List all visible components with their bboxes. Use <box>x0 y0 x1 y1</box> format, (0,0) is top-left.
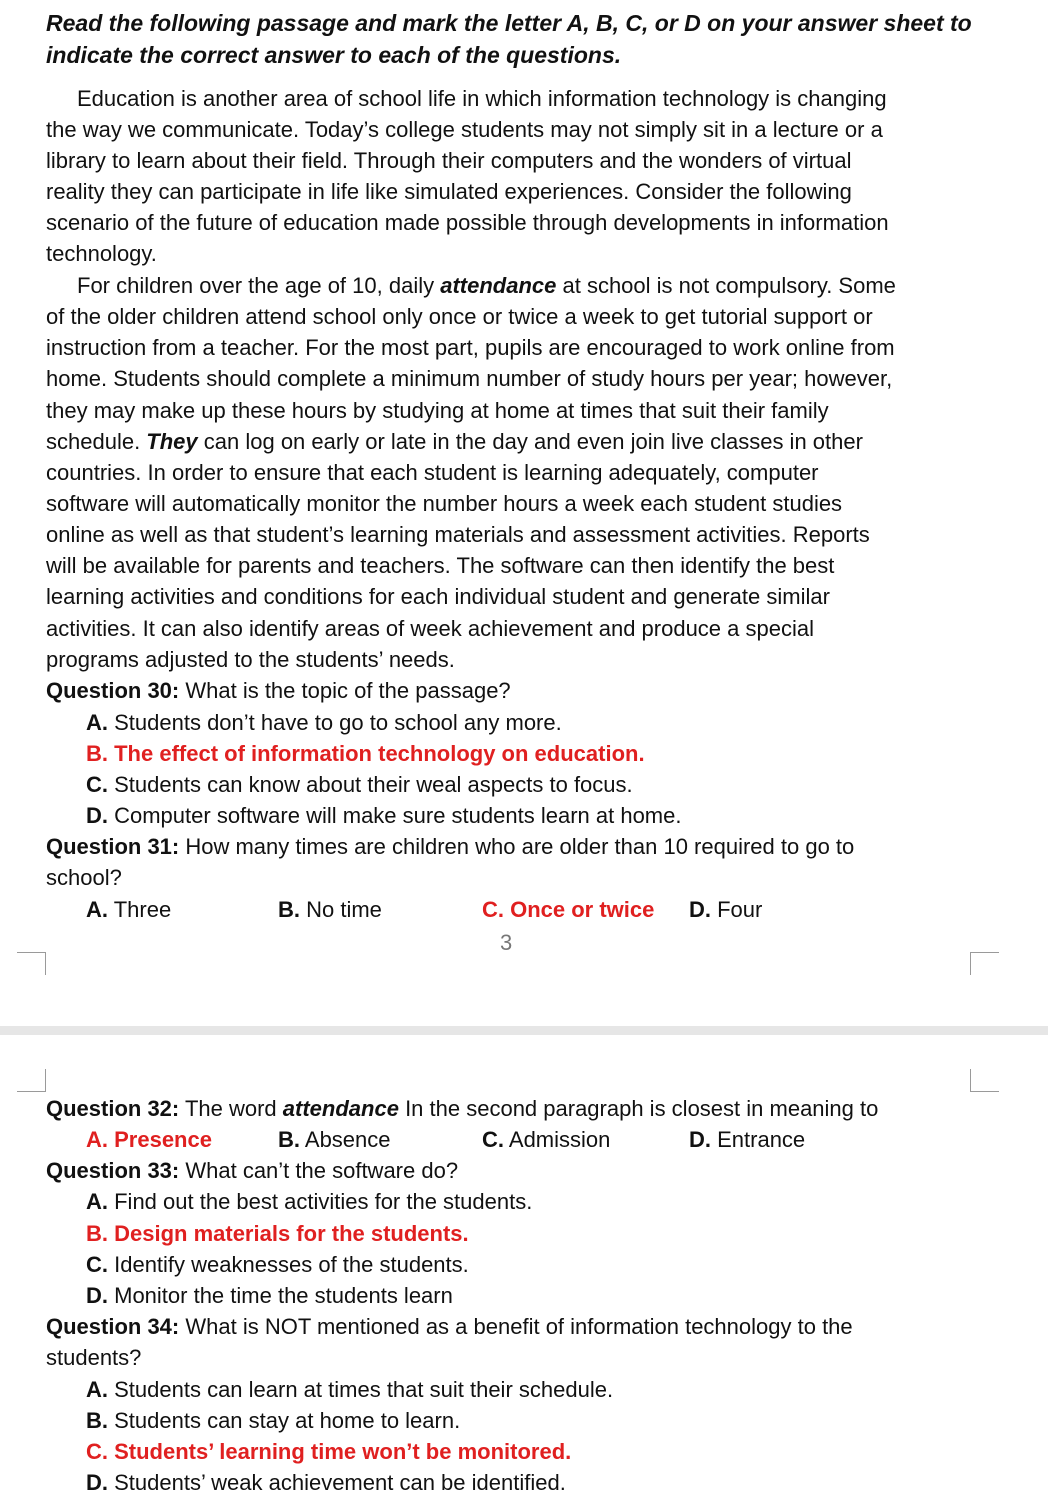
option-text: Students’ weak achievement can be identified. <box>108 1470 566 1495</box>
option-text: Absence <box>300 1127 391 1152</box>
option-text: Find out the best activities for the students. <box>108 1189 533 1214</box>
option-text: Three <box>108 897 172 922</box>
option-letter: A. <box>86 1189 108 1214</box>
option-c[interactable] <box>86 1249 469 1280</box>
highlighted-word-attendance: attendance <box>282 1096 399 1121</box>
option-text: Students don’t have to go to school any more. <box>108 710 562 735</box>
passage-line: software will automatically monitor the number hours a week each student studies <box>46 491 843 516</box>
option-letter: C. <box>482 897 504 922</box>
page-corner-mark <box>970 1069 999 1092</box>
question-text: In the second paragraph is closest in meaning to <box>398 1096 879 1121</box>
passage-line: online as well as that student’s learning materials and assessment activities. Reports <box>46 522 870 547</box>
question-label: Question 31: <box>46 834 180 859</box>
question-34 <box>46 1311 853 1342</box>
question-text-continued: students? <box>46 1345 142 1370</box>
option-letter: A. <box>86 1127 108 1152</box>
option-letter: D. <box>689 1127 711 1152</box>
question-text: What is NOT mentioned as a benefit of information technology to the <box>179 1314 853 1339</box>
highlighted-word-they: They <box>146 429 198 454</box>
option-letter: D. <box>689 897 711 922</box>
option-b-answer[interactable] <box>86 1218 469 1249</box>
option-text: Admission <box>504 1127 611 1152</box>
option-a-answer[interactable] <box>86 1124 212 1155</box>
option-text: The effect of information technology on education. <box>108 741 645 766</box>
option-d[interactable] <box>86 800 681 831</box>
option-text: Once or twice <box>504 897 655 922</box>
passage-line: the way we communicate. Today’s college students may not simply sit in a lecture or a <box>46 117 883 142</box>
passage-text: For children over the age of 10, daily <box>77 273 441 298</box>
option-letter: B. <box>86 741 108 766</box>
passage-line: home. Students should complete a minimum number of study hours per year; however, <box>46 366 893 391</box>
option-c[interactable] <box>482 1124 610 1155</box>
page-corner-mark <box>970 952 999 975</box>
passage-text: at school is not compulsory. Some <box>556 273 896 298</box>
passage-line: programs adjusted to the students’ needs. <box>46 647 455 672</box>
option-text: Design materials for the students. <box>108 1221 469 1246</box>
option-text: Computer software will make sure students learn at home. <box>108 803 682 828</box>
question-31 <box>46 831 854 862</box>
option-letter: D. <box>86 1470 108 1495</box>
passage-text: can log on early or late in the day and even join live classes in other <box>197 429 863 454</box>
passage-line: Education is another area of school life in which information technology is changing <box>77 86 887 111</box>
passage-text: schedule. <box>46 429 147 454</box>
passage-line: scenario of the future of education made possible through developments in information <box>46 210 889 235</box>
passage-line: will be available for parents and teachers. The software can then identify the best <box>46 553 835 578</box>
passage-line: countries. In order to ensure that each student is learning adequately, computer <box>46 460 819 485</box>
option-text: Students’ learning time won’t be monitored. <box>108 1439 572 1464</box>
option-text: Presence <box>108 1127 212 1152</box>
option-c-answer[interactable] <box>86 1436 571 1467</box>
option-c[interactable] <box>86 769 633 800</box>
option-letter: B. <box>278 1127 300 1152</box>
option-letter: D. <box>86 1283 108 1308</box>
question-text: The word <box>179 1096 283 1121</box>
passage-line: of the older children attend school only once or twice a week to get tutorial support or <box>46 304 873 329</box>
question-32 <box>46 1093 878 1124</box>
option-a[interactable] <box>86 894 171 925</box>
option-letter: C. <box>86 772 108 797</box>
option-b[interactable] <box>278 1124 391 1155</box>
page-corner-mark <box>17 952 46 975</box>
option-letter: A. <box>86 1377 108 1402</box>
option-c-answer[interactable] <box>482 894 654 925</box>
question-text: What can’t the software do? <box>179 1158 459 1183</box>
highlighted-word-attendance: attendance <box>440 273 557 298</box>
option-text: Students can stay at home to learn. <box>108 1408 461 1433</box>
passage-line: instruction from a teacher. For the most part, pupils are encouraged to work online from <box>46 335 895 360</box>
passage-line: reality they can participate in life like simulated experiences. Consider the following <box>46 179 852 204</box>
question-label: Question 33: <box>46 1158 180 1183</box>
option-d[interactable] <box>689 894 762 925</box>
passage-line: technology. <box>46 241 157 266</box>
option-text: Identify weaknesses of the students. <box>108 1252 469 1277</box>
option-letter: C. <box>482 1127 504 1152</box>
option-text: Four <box>711 897 763 922</box>
option-text: Students can know about their weal aspects to focus. <box>108 772 633 797</box>
page-corner-mark <box>17 1069 46 1092</box>
question-text-continued: school? <box>46 865 122 890</box>
option-d[interactable] <box>86 1280 453 1311</box>
option-a[interactable] <box>86 1186 532 1217</box>
option-b[interactable] <box>278 894 382 925</box>
passage-line <box>46 426 863 457</box>
page-gap <box>0 1026 1048 1035</box>
option-letter: C. <box>86 1439 108 1464</box>
option-text: Monitor the time the students learn <box>108 1283 453 1308</box>
option-text: No time <box>300 897 382 922</box>
passage-line: learning activities and conditions for each individual student and generate similar <box>46 584 830 609</box>
option-letter: B. <box>86 1408 108 1433</box>
option-text: Entrance <box>711 1127 806 1152</box>
passage-line: they may make up these hours by studying at home at times that suit their family <box>46 398 829 423</box>
passage-line <box>77 270 896 301</box>
option-b-answer[interactable] <box>86 738 645 769</box>
option-letter: A. <box>86 710 108 735</box>
option-letter: D. <box>86 803 108 828</box>
option-a[interactable] <box>86 707 562 738</box>
passage-line: library to learn about their field. Through their computers and the wonders of virtual <box>46 148 852 173</box>
option-letter: A. <box>86 897 108 922</box>
passage-line: activities. It can also identify areas of week achievement and produce a special <box>46 616 814 641</box>
question-text: How many times are children who are older than 10 required to go to <box>179 834 855 859</box>
page-number: 3 <box>500 930 513 955</box>
question-label: Question 30: <box>46 678 180 703</box>
instruction-line: Read the following passage and mark the letter A, B, C, or D on your answer sheet to <box>46 10 972 36</box>
option-letter: C. <box>86 1252 108 1277</box>
question-30 <box>46 675 511 706</box>
option-d[interactable] <box>689 1124 805 1155</box>
option-a[interactable] <box>86 1374 613 1405</box>
option-text: Students can learn at times that suit their schedule. <box>108 1377 614 1402</box>
option-letter: B. <box>278 897 300 922</box>
question-text: What is the topic of the passage? <box>179 678 511 703</box>
option-letter: B. <box>86 1221 108 1246</box>
instruction-line: indicate the correct answer to each of the questions. <box>46 42 622 68</box>
option-b[interactable] <box>86 1405 460 1436</box>
question-label: Question 34: <box>46 1314 180 1339</box>
option-d[interactable] <box>86 1467 566 1498</box>
question-33 <box>46 1155 458 1186</box>
question-label: Question 32: <box>46 1096 180 1121</box>
